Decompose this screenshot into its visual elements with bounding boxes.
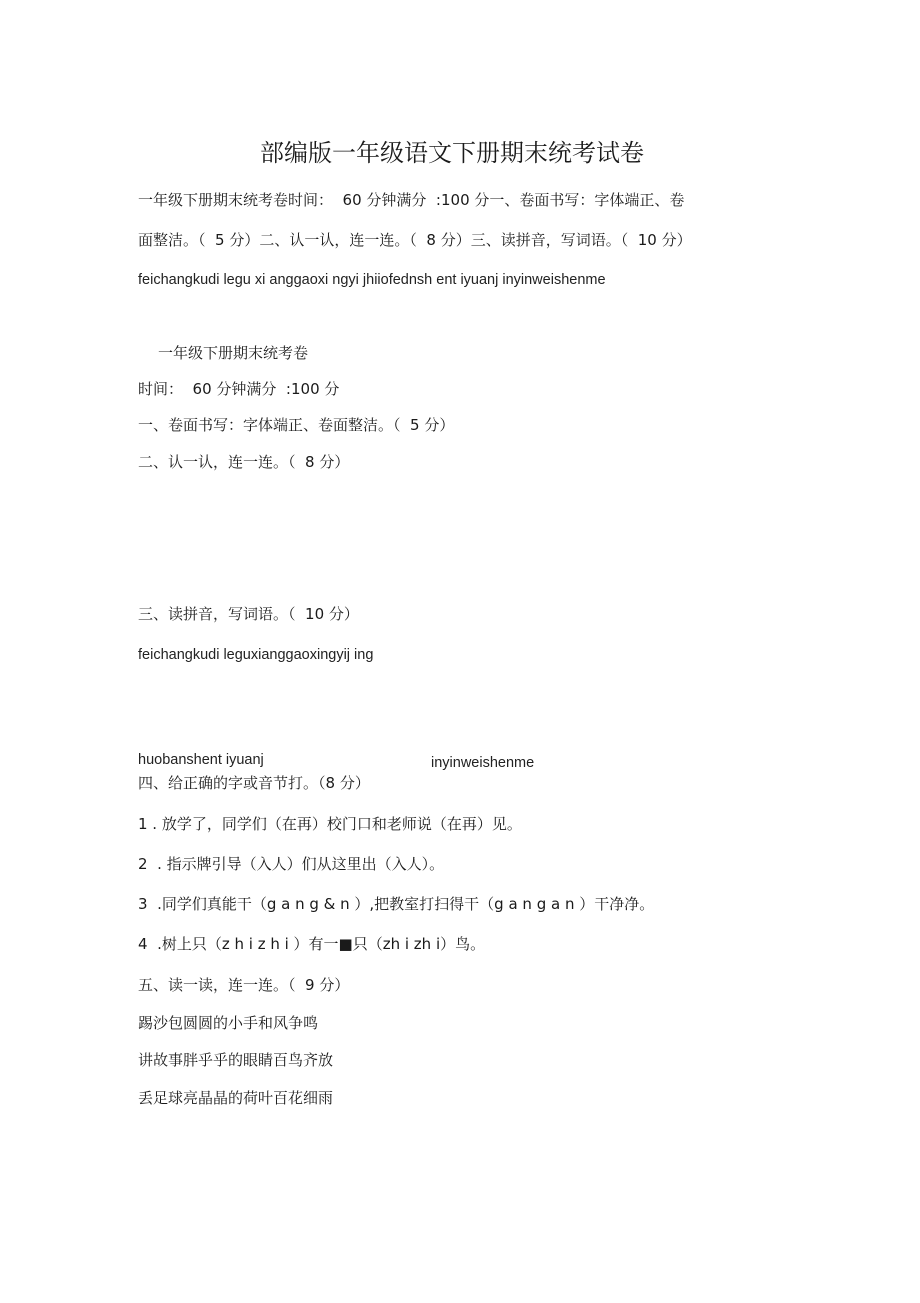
section-5-item-2: 讲故事胖乎乎的眼睛百鸟齐放 bbox=[138, 1051, 334, 1069]
section-4-item-4: 4 .树上只（z h i z h i ）有一■只（zh i zh i）鸟。 bbox=[138, 935, 486, 953]
intro-pinyin: feichangkudi legu xi anggaoxi ngyi jhiiofednsh ent iyuanj inyinweishenme bbox=[138, 272, 606, 288]
exam-subtitle: 一年级下册期末统考卷 bbox=[158, 344, 309, 362]
section-4-item-1: 1 . 放学了，同学们（在再）校门口和老师说（在再）见。 bbox=[138, 815, 522, 833]
section-4-item-3: 3 .同学们真能干（g a n g & n ）,把教室打扫得干（g a n g a n ）干净净。 bbox=[138, 895, 655, 913]
section-3-pinyin-2b: inyinweishenme bbox=[431, 755, 535, 771]
intro-line-2: 面整洁。（ 5 分）二、认一认，连一连。（ 8 分）三、读拼音，写词语。（ 10 分） bbox=[138, 231, 692, 249]
section-3-pinyin-1: feichangkudi leguxianggaoxingyij ing bbox=[138, 647, 374, 663]
exam-time: 时间： 60 分钟满分 :100 分 bbox=[138, 380, 340, 398]
section-5-heading: 五、读一读，连一连。（ 9 分） bbox=[138, 976, 350, 994]
section-4-heading: 四、给正确的字或音节打。（8 分） bbox=[138, 774, 370, 792]
page-title: 部编版一年级语文下册期末统考试卷 bbox=[260, 139, 644, 167]
section-5-item-1: 踢沙包圆圆的小手和风争鸣 bbox=[138, 1014, 319, 1032]
intro-line-1: 一年级下册期末统考卷时间： 60 分钟满分 :100 分一、卷面书写：字体端正、卷 bbox=[138, 191, 685, 209]
section-1-heading: 一、卷面书写：字体端正、卷面整洁。（ 5 分） bbox=[138, 416, 455, 434]
section-4-item-2: 2 . 指示牌引导（入人）们从这里出（入人）。 bbox=[138, 855, 445, 873]
section-5-item-3: 丢足球亮晶晶的荷叶百花细雨 bbox=[138, 1089, 334, 1107]
section-3-heading: 三、读拼音，写词语。（ 10 分） bbox=[138, 605, 359, 623]
section-2-heading: 二、认一认，连一连。（ 8 分） bbox=[138, 453, 350, 471]
section-3-pinyin-2a: huobanshent iyuanj bbox=[138, 752, 264, 768]
